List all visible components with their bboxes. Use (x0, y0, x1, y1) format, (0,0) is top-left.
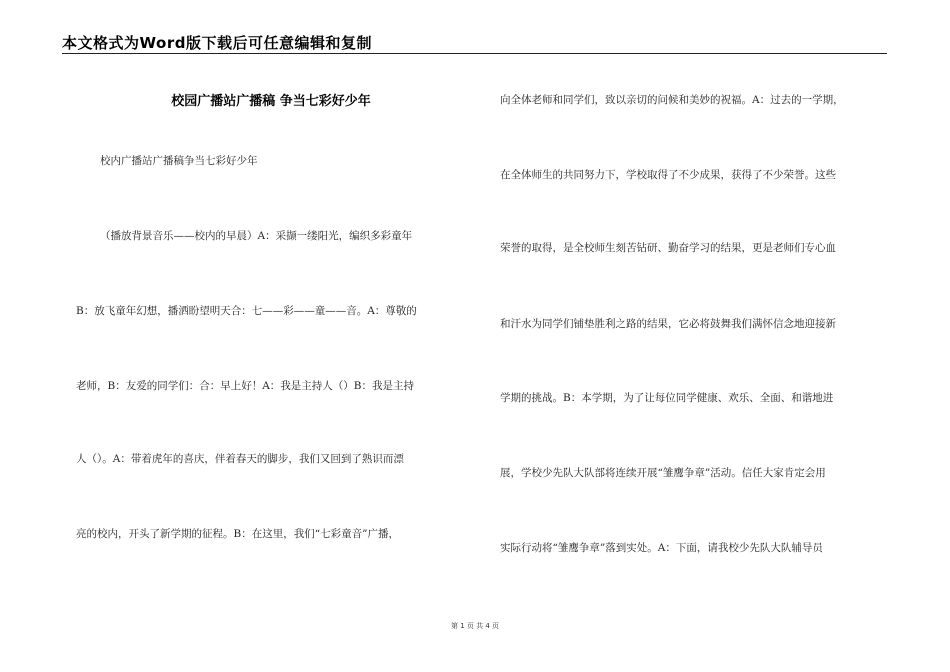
page-number: 第 1 页 共 4 页 (450, 622, 500, 630)
paragraph-line: 荣誉的取得，是全校师生刻苦钻研、勤奋学习的结果，更是老师们专心血 (500, 242, 836, 254)
left-column (76, 90, 466, 540)
download-banner: 本文格式为Word版下载后可任意编辑和复制 (62, 34, 372, 52)
paragraph-line: 向全体老师和同学们，致以亲切的问候和美妙的祝福。A：过去的一学期， (500, 94, 844, 106)
paragraph-line: 和汗水为同学们铺垫胜利之路的结果，它必将鼓舞我们满怀信念地迎接新 (500, 318, 836, 330)
paragraph-line: 在全体师生的共同努力下，学校取得了不少成果，获得了不少荣誉。这些 (500, 169, 836, 181)
paragraph-line: 校内广播站广播稿争当七彩好少年 (100, 155, 258, 167)
paragraph-line: 实际行动将“雏鹰争章”落到实处。A：下面，请我校少先队大队辅导员 (500, 542, 823, 554)
paragraph-line: 人（）。A：带着虎年的喜庆，伴着春天的脚步，我们又回到了熟识而漂 (76, 453, 404, 465)
paragraph-line: 展，学校少先队大队部将连续开展“雏鹰争章”活动。信任大家肯定会用 (500, 467, 826, 479)
paragraph-line: （播放背景音乐——校内的早晨）A：采撷一缕阳光，编织多彩童年 (100, 230, 413, 242)
header-divider (62, 53, 887, 54)
paragraph-line: B：放飞童年幻想，播洒盼望明天合：七——彩——童——音。A：尊敬的 (76, 305, 417, 317)
paragraph-line: 亮的校内，开头了新学期的征程。B：在这里，我们“七彩童音”广播， (76, 528, 399, 540)
document-title: 校园广播站广播稿 争当七彩好少年 (171, 94, 371, 109)
paragraph-line: 学期的挑战。B：本学期，为了让每位同学健康、欢乐、全面、和谐地进 (500, 392, 834, 404)
paragraph-line: 老师，B：友爱的同学们：合：早上好！A：我是主持人（）B：我是主持 (76, 380, 415, 392)
